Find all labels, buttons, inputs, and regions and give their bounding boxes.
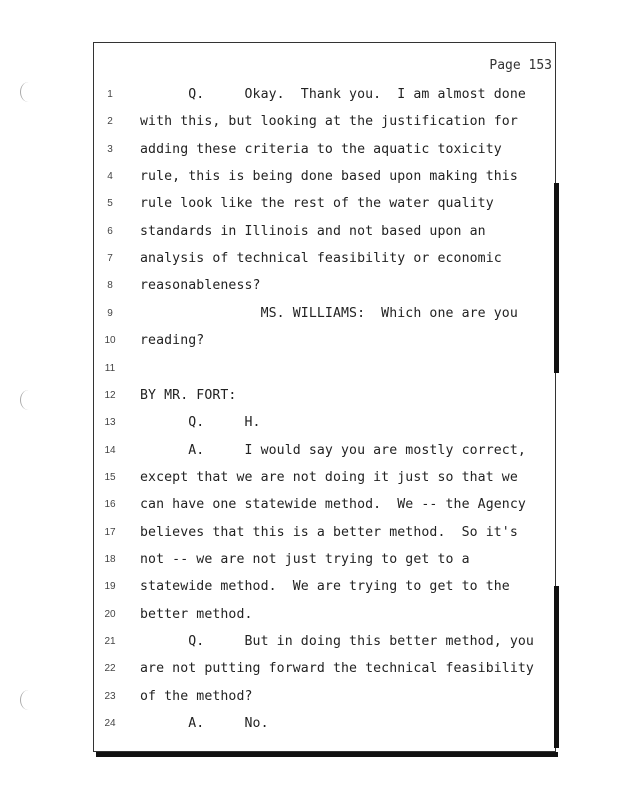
- line-number: 9: [107, 307, 113, 319]
- line-number: 10: [104, 335, 116, 347]
- line-number: 11: [104, 362, 116, 374]
- transcript-line: believes that this is a better method. So it's: [140, 524, 518, 540]
- page-edge-shadow: [554, 183, 559, 373]
- transcript-line: analysis of technical feasibility or economic: [140, 251, 502, 267]
- line-number: 24: [104, 718, 116, 730]
- transcript-line: of the method?: [140, 688, 253, 704]
- transcript-line: A. I would say you are mostly correct,: [140, 442, 526, 458]
- line-number: 20: [104, 608, 116, 620]
- line-number: 23: [104, 690, 116, 702]
- transcript-line: adding these criteria to the aquatic toxicity: [140, 141, 502, 157]
- binder-hole-mark: [20, 390, 37, 410]
- page-number: Page 153: [489, 58, 552, 73]
- line-number: 1: [107, 89, 113, 100]
- line-number: 16: [104, 499, 116, 511]
- line-number: 6: [107, 225, 113, 237]
- binder-hole-mark: [20, 82, 37, 102]
- line-number: 15: [104, 471, 116, 483]
- line-number: 19: [104, 581, 116, 593]
- line-number: 3: [107, 143, 113, 155]
- line-number: 2: [107, 116, 113, 128]
- transcript-line: rule look like the rest of the water quality: [140, 196, 494, 212]
- line-number: 21: [104, 636, 116, 647]
- line-number: 12: [104, 389, 116, 401]
- transcript-line: can have one statewide method. We -- the Agency: [140, 497, 526, 513]
- line-number: 5: [107, 198, 113, 210]
- line-number: 14: [104, 444, 116, 456]
- transcript-line: with this, but looking at the justification for: [140, 114, 518, 130]
- transcript-line: statewide method. We are trying to get to the: [140, 579, 510, 595]
- transcript-line: Q. Okay. Thank you. I am almost done: [140, 87, 526, 102]
- binder-hole-mark: [20, 690, 37, 710]
- transcript-line: rule, this is being done based upon making this: [140, 169, 518, 185]
- transcript-line: Q. But in doing this better method, you: [140, 634, 534, 649]
- line-number: 13: [104, 417, 116, 429]
- line-number: 4: [107, 171, 113, 183]
- transcript-line: reasonableness?: [140, 278, 261, 294]
- transcript-line: A. No.: [140, 716, 269, 732]
- transcript-line: not -- we are not just trying to get to a: [140, 551, 470, 567]
- page-edge-shadow: [554, 586, 559, 748]
- line-number: 18: [104, 553, 116, 565]
- transcript-line: standards in Illinois and not based upon an: [140, 223, 486, 239]
- transcript-line: Q. H.: [140, 415, 261, 431]
- transcript-line: better method.: [140, 606, 253, 622]
- transcript-line: except that we are not doing it just so that we: [140, 469, 518, 485]
- transcript-line: are not putting forward the technical feasibility: [140, 661, 534, 677]
- transcript-line: reading?: [140, 333, 205, 349]
- line-number: 17: [104, 526, 116, 538]
- line-number: 7: [107, 253, 113, 265]
- transcript-line: BY MR. FORT:: [140, 387, 237, 403]
- page-bottom-shadow: [96, 752, 558, 757]
- line-number: 8: [107, 280, 113, 292]
- transcript-line: MS. WILLIAMS: Which one are you: [140, 305, 518, 321]
- line-number: 22: [104, 663, 116, 675]
